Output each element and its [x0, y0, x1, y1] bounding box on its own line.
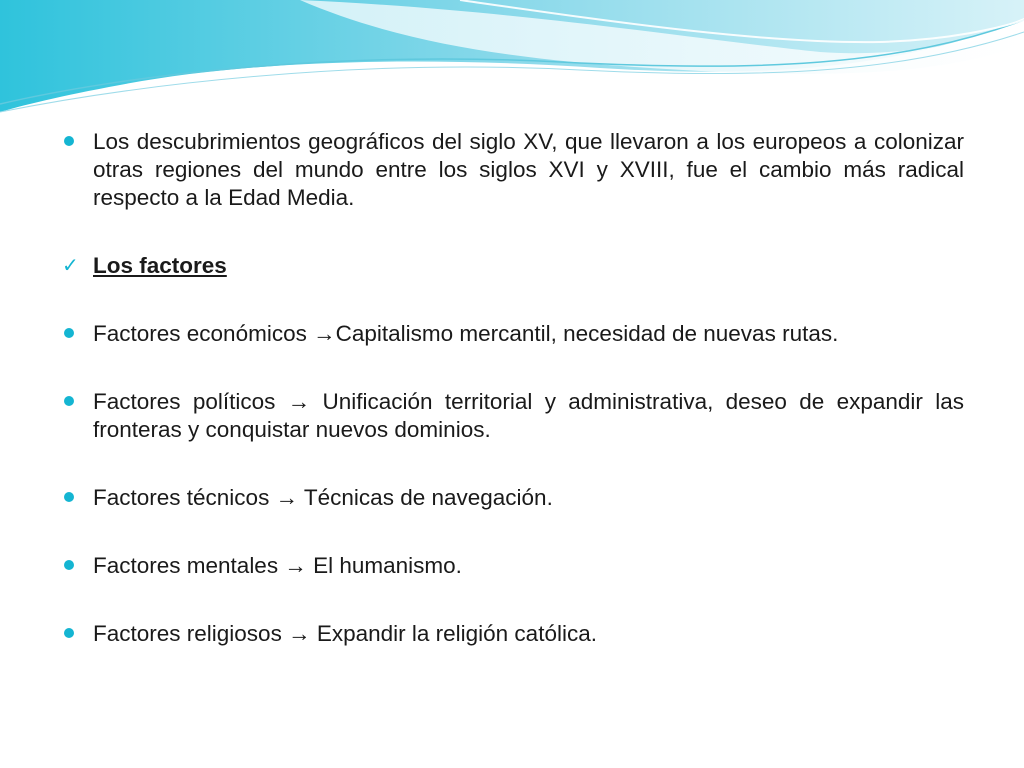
list-item-text: Factores religiosos → Expandir la religión católica.: [93, 621, 597, 646]
slide-content: [62, 128, 964, 648]
list-item: [62, 128, 964, 212]
list-item-text: Factores económicos →Capitalismo mercantil, necesidad de nuevas rutas.: [93, 321, 839, 346]
bullet-dot-icon: [62, 484, 82, 512]
list-item-text: Los descubrimientos geográficos del siglo XV, que llevaron a los europeos a colonizar otras regiones del mundo entre los siglos XVI y XVIII, fue el cambio más radical respecto a la Edad Media.: [93, 129, 964, 210]
header-wave-decoration: [0, 0, 1024, 140]
checkmark-icon: ✓: [62, 253, 79, 277]
section-heading-text: Los factores: [93, 253, 227, 278]
list-item: [62, 620, 964, 648]
list-item: [62, 484, 964, 512]
list-item: [62, 552, 964, 580]
bullet-dot-icon: [62, 620, 82, 648]
list-item-text: Factores técnicos → Técnicas de navegación.: [93, 485, 553, 510]
list-item: [62, 320, 964, 348]
bullet-dot-icon: [62, 388, 82, 416]
section-heading: [62, 252, 964, 280]
bullet-dot-icon: [62, 320, 82, 348]
list-item-text: Factores mentales → El humanismo.: [93, 553, 462, 578]
list-item: [62, 388, 964, 444]
bullet-dot-icon: [62, 128, 82, 156]
bullet-dot-icon: [62, 552, 82, 580]
list-item-text: Factores políticos → Unificación territorial y administrativa, deseo de expandir las fronteras y conquistar nuevos dominios.: [93, 389, 964, 442]
